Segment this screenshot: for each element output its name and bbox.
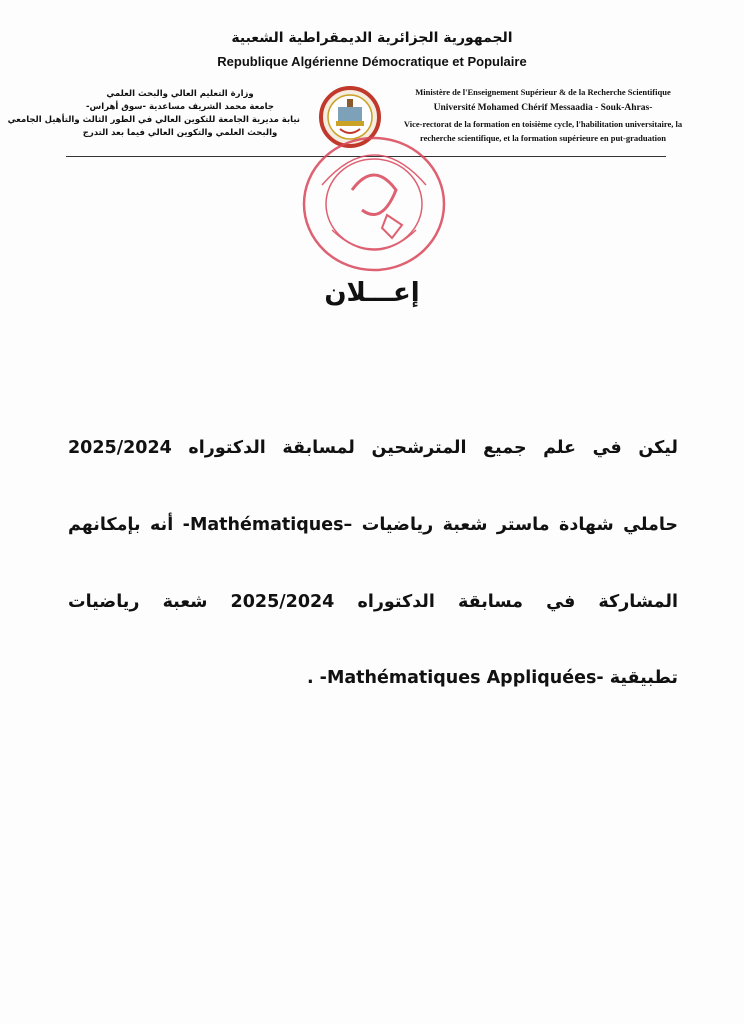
body-line-3: المشاركة في مسابقة الدكتوراه 2025/2024 شعبة رياضيات: [68, 592, 678, 612]
vice-rectorate-ar-2: والبحث العلمي والتكوين العالي فيما بعد التدرج: [82, 128, 278, 138]
institution-header-ar: [7, 88, 300, 140]
ministry-name-ar: وزارة التعليم العالي والبحث العلمي: [106, 89, 254, 99]
announcement-title: إعـــلان: [324, 278, 420, 308]
vice-rectorate-fr-1: Vice-rectorat de la formation en toisième cycle, l'habilitation universitaire, la: [403, 119, 683, 129]
ministry-name-fr: Ministère de l'Enseignement Supérieur & de la Recherche Scientifique: [415, 87, 671, 97]
body-line-4: تطبيقية -Mathématiques Appliquées- .: [306, 668, 678, 688]
university-name-ar: جامعة محمد الشريف مساعدية -سوق أهراس-: [86, 102, 274, 112]
vice-rectorate-fr-2: recherche scientifique, et la formation supérieure en put-graduation: [419, 132, 666, 143]
republic-title-fr: Republique Algérienne Démocratique et Populaire: [217, 54, 527, 69]
vice-rectorate-ar-1: نيابة مديرية الجامعة للتكوين العالي في الطور الثالث والتأهيل الجامعي: [7, 115, 300, 125]
republic-title-ar: الجمهورية الجزائرية الديمقراطية الشعبية: [231, 30, 513, 46]
official-stamp-icon: [292, 130, 452, 280]
body-line-1: ليكن في علم جميع المترشحين لمسابقة الدكتوراه 2025/2024: [68, 438, 678, 458]
body-line-2: حاملي شهادة ماستر شعبة رياضيات –Mathématiques- أنه بإمكانهم: [68, 515, 679, 535]
university-name-fr: Université Mohamed Chérif Messaadia - Souk-Ahras-: [433, 102, 653, 113]
